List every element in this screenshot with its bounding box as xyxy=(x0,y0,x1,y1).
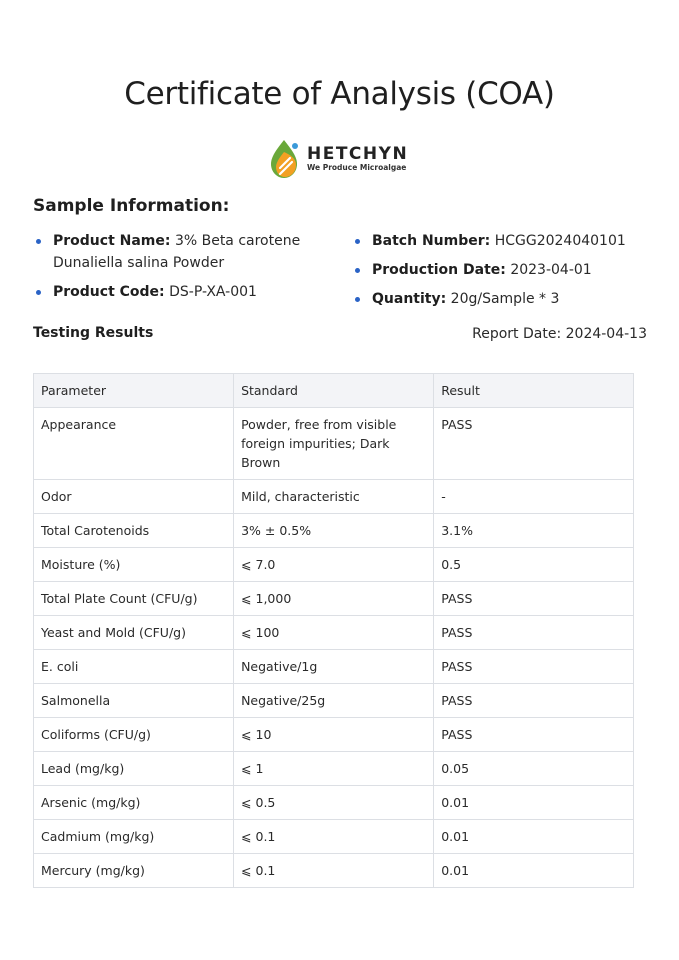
cell-parameter: Mercury (mg/kg) xyxy=(34,854,234,888)
cell-standard: Negative/1g xyxy=(234,650,434,684)
cell-parameter: Yeast and Mold (CFU/g) xyxy=(34,616,234,650)
logo-name: HETCHYN xyxy=(307,144,409,164)
cell-standard: Negative/25g xyxy=(234,684,434,718)
sample-info-heading: Sample Information: xyxy=(33,196,230,216)
cell-parameter: Appearance xyxy=(34,408,234,480)
cell-parameter: Cadmium (mg/kg) xyxy=(34,820,234,854)
table-row xyxy=(34,820,634,854)
cell-standard: ⩽ 0.1 xyxy=(234,820,434,854)
cell-standard: ⩽ 7.0 xyxy=(234,548,434,582)
cell-result: PASS xyxy=(434,582,634,616)
info-item-product-name: Product Name: 3% Beta carotene Dunaliella salina Powder xyxy=(33,230,303,274)
bullet-icon xyxy=(355,268,360,273)
cell-result: PASS xyxy=(434,616,634,650)
table-header-row xyxy=(34,374,634,408)
testing-results-heading: Testing Results xyxy=(33,325,154,341)
table-row xyxy=(34,650,634,684)
cell-standard: Mild, characteristic xyxy=(234,480,434,514)
table-row xyxy=(34,718,634,752)
cell-parameter: Total Plate Count (CFU/g) xyxy=(34,582,234,616)
cell-parameter: Odor xyxy=(34,480,234,514)
cell-result: PASS xyxy=(434,684,634,718)
cell-standard: ⩽ 10 xyxy=(234,718,434,752)
company-logo xyxy=(267,138,407,180)
cell-result: 0.01 xyxy=(434,820,634,854)
cell-parameter: Arsenic (mg/kg) xyxy=(34,786,234,820)
page-title: Certificate of Analysis (COA) xyxy=(124,76,555,112)
results-table xyxy=(33,373,634,888)
info-item-product-code: Product Code: DS-P-XA-001 xyxy=(33,281,303,303)
bullet-icon xyxy=(36,239,41,244)
table-row xyxy=(34,514,634,548)
bullet-icon xyxy=(36,290,41,295)
cell-standard: 3% ± 0.5% xyxy=(234,514,434,548)
bullet-icon xyxy=(355,239,360,244)
cell-standard: ⩽ 0.5 xyxy=(234,786,434,820)
info-item-production-date: Production Date: 2023-04-01 xyxy=(352,259,652,281)
cell-standard: ⩽ 0.1 xyxy=(234,854,434,888)
cell-result: PASS xyxy=(434,650,634,684)
cell-standard: Powder, free from visible foreign impurities; Dark Brown xyxy=(234,408,434,480)
cell-standard: ⩽ 1 xyxy=(234,752,434,786)
cell-parameter: Lead (mg/kg) xyxy=(34,752,234,786)
cell-parameter: Salmonella xyxy=(34,684,234,718)
report-date: Report Date: 2024-04-13 xyxy=(472,326,647,342)
table-row xyxy=(34,786,634,820)
sample-info-left xyxy=(33,230,303,310)
cell-result: 3.1% xyxy=(434,514,634,548)
cell-result: 0.05 xyxy=(434,752,634,786)
table-row xyxy=(34,854,634,888)
column-header-result: Result xyxy=(434,374,634,408)
cell-standard: ⩽ 1,000 xyxy=(234,582,434,616)
table-row xyxy=(34,408,634,480)
cell-standard: ⩽ 100 xyxy=(234,616,434,650)
cell-result: 0.01 xyxy=(434,786,634,820)
table-row xyxy=(34,752,634,786)
cell-result: PASS xyxy=(434,408,634,480)
cell-parameter: E. coli xyxy=(34,650,234,684)
sample-info-right xyxy=(352,230,652,317)
table-row xyxy=(34,548,634,582)
column-header-standard: Standard xyxy=(234,374,434,408)
table-row xyxy=(34,480,634,514)
leaf-drop-logo-icon xyxy=(267,138,301,180)
cell-result: 0.01 xyxy=(434,854,634,888)
bullet-icon xyxy=(355,297,360,302)
cell-result: 0.5 xyxy=(434,548,634,582)
cell-result: - xyxy=(434,480,634,514)
cell-parameter: Coliforms (CFU/g) xyxy=(34,718,234,752)
table-row xyxy=(34,582,634,616)
table-row xyxy=(34,684,634,718)
cell-parameter: Total Carotenoids xyxy=(34,514,234,548)
cell-result: PASS xyxy=(434,718,634,752)
info-item-quantity: Quantity: 20g/Sample * 3 xyxy=(352,288,652,310)
logo-tagline: We Produce Microalgae xyxy=(307,163,407,172)
cell-parameter: Moisture (%) xyxy=(34,548,234,582)
table-row xyxy=(34,616,634,650)
info-item-batch-number: Batch Number: HCGG2024040101 xyxy=(352,230,652,252)
column-header-parameter: Parameter xyxy=(34,374,234,408)
